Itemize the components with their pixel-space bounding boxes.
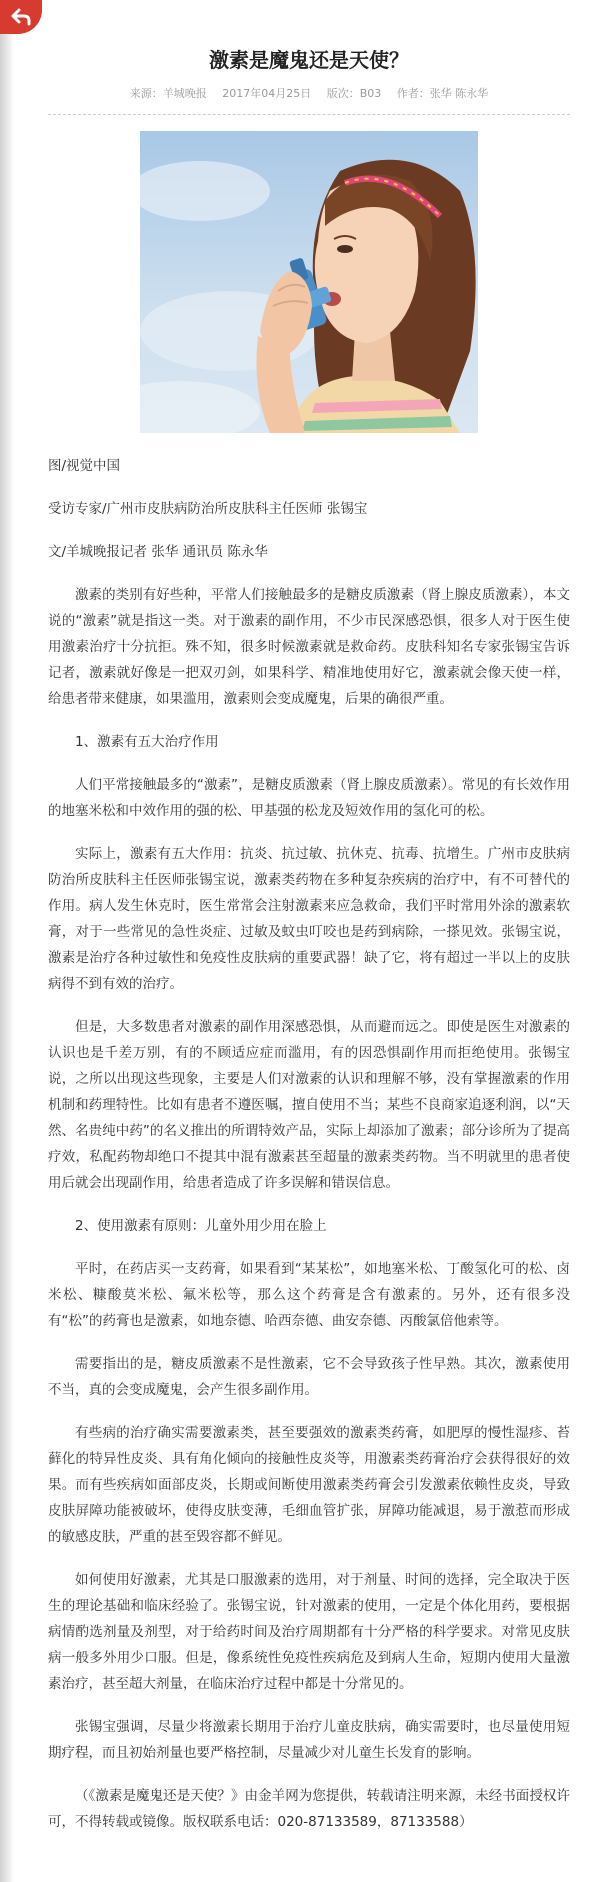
paragraph: 需要指出的是，糖皮质激素不是性激素，它不会导致孩子性早熟。其次，激素使用不当，真的会变成魔鬼，会产生很多副作用。 bbox=[48, 1356, 570, 1398]
article-date: 2017年04月25日 bbox=[222, 87, 312, 100]
back-arrow-icon bbox=[10, 7, 32, 27]
paragraph: 有些病的治疗确实需要激素类，甚至要强效的激素类药膏，如肥厚的慢性湿疹、苔藓化的特异性皮炎、具有角化倾向的接触性皮炎等，用激素类药膏治疗会获得很好的效果。而有些疾病如面部皮炎，长期或间断使用激素类药膏会引发激素依赖性皮炎，导致皮肤屏障功能被破坏，使得皮肤变薄，毛细血管扩张，屏障功能减退，易于激惹而形成的敏感皮肤，严重的甚至毁容都不鲜见。 bbox=[48, 1425, 570, 1545]
section-heading: 1、激素有五大治疗作用 bbox=[75, 734, 219, 750]
image-credit: 图/视觉中国 bbox=[48, 458, 121, 474]
article bbox=[48, 0, 570, 1835]
section-heading: 2、使用激素有原则：儿童外用少用在脸上 bbox=[75, 1218, 327, 1234]
article-authors: 作者：张华 陈永华 bbox=[396, 87, 489, 100]
article-photo bbox=[140, 131, 478, 433]
expert-line: 受访专家/广州市皮肤病防治所皮肤科主任医师 张锡宝 bbox=[48, 501, 368, 517]
article-title: 激素是魔鬼还是天使？ bbox=[209, 48, 409, 72]
article-meta bbox=[48, 86, 570, 102]
child-with-inhaler-photo bbox=[140, 131, 478, 433]
paragraph: 平时，在药店买一支药膏，如果看到“某某松”，如地塞米松、丁酸氢化可的松、卤米松、糠酸莫米松、氟米松等，那么这个药膏是含有激素的。另外，还有很多没有“松”的药膏也是激素，如地奈德、哈西奈德、曲安奈德、丙酸氯倍他索等。 bbox=[48, 1261, 570, 1329]
back-button[interactable] bbox=[0, 0, 42, 34]
paragraph: 如何使用好激素，尤其是口服激素的选用，对于剂量、时间的选择，完全取决于医生的理论基础和临床经验了。张锡宝说，针对激素的使用，一定是个体化用药，要根据病情酌选剂量及剂型，对于给药时间及治疗周期都有十分严格的科学要求。对常见皮肤病一般多外用少口服。但是，像系统性免疫性疾病危及到病人生命，短期内使用大量激素治疗，甚至超大剂量，在临床治疗过程中都是十分常见的。 bbox=[48, 1572, 570, 1692]
copyright-notice: （《激素是魔鬼还是天使？》由金羊网为您提供，转载请注明来源，未经书面授权许可，不得转载或镜像。版权联系电话：020-87133589，87133588） bbox=[48, 1788, 570, 1830]
reporters-line: 文/羊城晚报记者 张华 通讯员 陈永华 bbox=[48, 544, 268, 560]
paragraph: 实际上，激素有五大作用：抗炎、抗过敏、抗休克、抗毒、抗增生。广州市皮肤病防治所皮肤科主任医师张锡宝说，激素类药物在多种复杂疾病的治疗中，有不可替代的作用。病人发生休克时，医生常常会注射激素来应急救命，我们平时常用外涂的激素软膏，对于一些常见的急性炎症、过敏及蚊虫叮咬也是药到病除，一搽见效。张锡宝说，激素是治疗各种过敏性和免疫性皮肤病的重要武器！缺了它，将有超过一半以上的皮肤病得不到有效的治疗。 bbox=[48, 846, 570, 992]
title-divider bbox=[48, 114, 570, 115]
paragraph: 激素的类别有好些种，平常人们接触最多的是糖皮质激素（肾上腺皮质激素），本文说的“激素”就是指这一类。对于激素的副作用，不少市民深感恐惧，很多人对于医生使用激素治疗十分抗拒。殊不知，很多时候激素就是救命药。皮肤科知名专家张锡宝告诉记者，激素就好像是一把双刃剑，如果科学、精准地使用好它，激素就会像天使一样，给患者带来健康，如果滥用，激素则会变成魔鬼，后果的确很严重。 bbox=[48, 587, 570, 707]
article-edition: 版次：B03 bbox=[326, 87, 382, 100]
paragraph: 人们平常接触最多的“激素”，是糖皮质激素（肾上腺皮质激素）。常见的有长效作用的地塞米松和中效作用的强的松、甲基强的松龙及短效作用的氢化可的松。 bbox=[48, 777, 570, 819]
article-source: 来源：羊城晚报 bbox=[129, 87, 207, 100]
paragraph: 但是，大多数患者对激素的副作用深感恐惧，从而避而远之。即使是医生对激素的认识也是千差万别，有的不顾适应症而滥用，有的因恐惧副作用而拒绝使用。张锡宝说，之所以出现这些现象，主要是人们对激素的认识和理解不够，没有掌握激素的作用机制和药理特性。比如有患者不遵医嘱，擅自使用不当；某些不良商家追逐利润，以“天然、名贵纯中药”的名义推出的所谓特效产品，实际上却添加了激素；部分诊所为了提高疗效，私配药物却绝口不提其中混有激素甚至超量的激素类药物。当不明就里的患者使用后就会出现副作用，给患者造成了许多误解和错误信息。 bbox=[48, 1019, 570, 1191]
paragraph: 张锡宝强调，尽量少将激素长期用于治疗儿童皮肤病，确实需要时，也尽量使用短期疗程，而且初始剂量也要严格控制，尽量减少对儿童生长发育的影响。 bbox=[48, 1719, 570, 1761]
page-edge-shadow bbox=[0, 0, 14, 1882]
